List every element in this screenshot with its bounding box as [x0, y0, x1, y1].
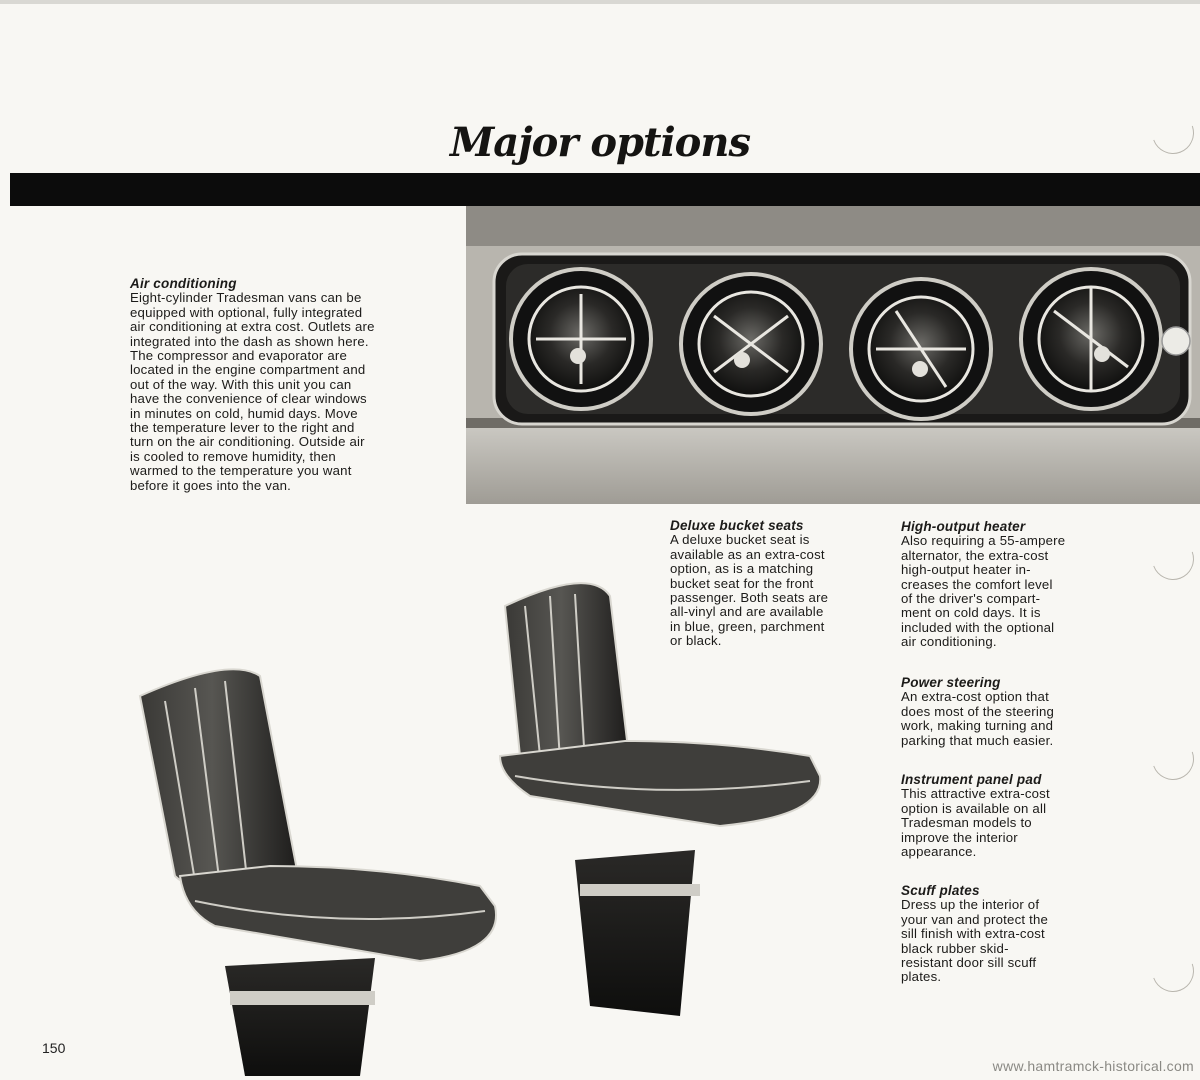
front-seat [140, 669, 496, 1076]
section-body: Eight-cylinder Tradesman vans can be equipped with optional, fully integrated air conditioning at extra cost. Outlets are integrated into the dash as shown here. The compressor and evaporator are located in the engine compartment and out of the way. With this unit you can have the convenience of clear windows in minutes on cold, humid days. Move the temperature lever to the right and turn on the air conditioning. Outside air is cooled to remove humidity, then warmed to the temperature you want before it goes into the van. [130, 290, 375, 493]
section-heading: Air conditioning [130, 276, 237, 291]
section-body: Also requiring a 55-ampere alternator, the extra-cost high-output heater in- creases the comfort level of the driver's compart- ment on cold days. It is included with the optional air conditioning. [901, 533, 1066, 650]
power-steering-section [901, 676, 1106, 748]
deluxe-bucket-seats-section [670, 519, 870, 649]
section-heading: Instrument panel pad [901, 772, 1042, 787]
section-heading: Power steering [901, 675, 1001, 690]
page-number: 150 [42, 1040, 66, 1056]
binder-punch-hole [1145, 731, 1200, 787]
control-knob [1162, 327, 1190, 355]
section-body: An extra-cost option that does most of the steering work, making turning and parking that much easier. [901, 689, 1055, 748]
vent-2 [681, 274, 821, 414]
page-title: Major options [450, 118, 750, 166]
vent-4 [1021, 269, 1161, 409]
air-conditioning-vents-photo [466, 206, 1200, 504]
scuff-plates-section [901, 884, 1106, 985]
section-heading: High-output heater [901, 519, 1026, 534]
vent-1 [511, 269, 651, 409]
section-heading: Deluxe bucket seats [670, 518, 804, 533]
section-heading: Scuff plates [901, 883, 980, 898]
section-body: Dress up the interior of your van and protect the sill finish with extra-cost black rubber skid- resistant door sill scuff plates. [901, 897, 1049, 985]
header-band [10, 173, 1200, 206]
top-rule [0, 0, 1200, 4]
section-body: This attractive extra-cost option is available on all Tradesman models to improve the interior appearance. [901, 786, 1050, 860]
instrument-panel-pad-section [901, 773, 1106, 859]
air-conditioning-section [130, 277, 450, 493]
vent-3 [851, 279, 991, 419]
section-body: A deluxe bucket seat is available as an extra-cost option, as is a matching bucket seat for the front passenger. Both seats are all-vinyl and are available in blue, green, parchment or black. [670, 532, 829, 649]
watermark: www.hamtramck-historical.com [992, 1058, 1194, 1074]
high-output-heater-section [901, 520, 1106, 650]
binder-punch-hole [1145, 531, 1200, 587]
binder-punch-hole [1145, 943, 1200, 999]
